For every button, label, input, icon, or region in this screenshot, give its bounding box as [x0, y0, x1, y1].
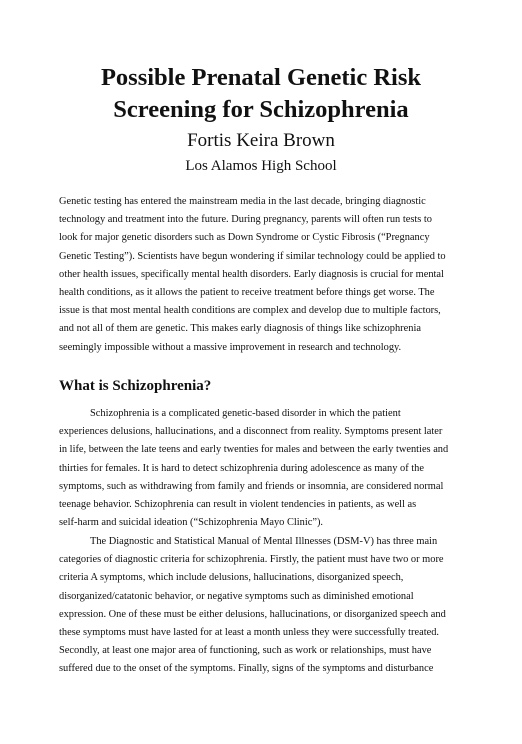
text-line: and not all of them are genetic. This makes early diagnosis of things like schizophrenia [59, 323, 421, 335]
text-line: expression. One of these must be either delusions, hallucinations, or disorganized speech and [59, 608, 446, 620]
document-title [0, 62, 522, 126]
text-line: criteria A symptoms, which include delusions, hallucinations, disorganized speech, [59, 572, 404, 584]
text-line: issue is that most mental health conditions are complex and develop due to multiple factors, [59, 305, 441, 317]
text-line: disorganized/catatonic behavior, or negative symptoms such as diminished emotional [59, 590, 414, 602]
text-line: in life, between the late teens and early twenties for males and between the early twenties and [59, 444, 449, 456]
author-school: Los Alamos High School [185, 158, 337, 174]
section-heading: What is Schizophrenia? [59, 378, 212, 394]
text-line: Genetic Testing”). Scientists have begun wondering if similar technology could be applied to [59, 250, 446, 262]
text-line: Genetic testing has entered the mainstream media in the last decade, bringing diagnostic [59, 196, 426, 207]
text-line: categories of diagnostic criteria for schizophrenia. Firstly, the patient must have two or more [59, 554, 444, 566]
text-line: self-harm and suicidal ideation (“Schizophrenia Mayo Clinic”). [59, 517, 324, 529]
text-line: symptoms, such as withdrawing from family and friends or insomnia, are considered normal [59, 480, 444, 492]
text-line: these symptoms must have lasted for at least a month unless they were successfully treated. [59, 626, 440, 638]
title-line: Screening for Schizophrenia [113, 96, 409, 123]
text-line: The Diagnostic and Statistical Manual of Mental Illnesses (DSM-V) has three main [90, 536, 438, 547]
text-line: Schizophrenia is a complicated genetic-based disorder in which the patient [90, 408, 401, 419]
intro-paragraph [59, 193, 465, 357]
body-paragraph-2 [59, 533, 465, 679]
text-line: suffered due to the onset of the symptoms. Finally, signs of the symptoms and disturbance [59, 663, 434, 675]
text-line: look for major genetic disorders such as Down Syndrome or Cystic Fibrosis (“Pregnancy [59, 232, 430, 244]
text-line: technology and treatment into the future. During pregnancy, parents will often run tests to [59, 214, 432, 226]
text-line: health conditions, as it allows the patient to receive treatment before things get worse. The [59, 286, 435, 298]
body-paragraph-1 [59, 405, 465, 532]
text-line: experiences delusions, hallucinations, and a disconnect from reality. Symptoms present later [59, 426, 443, 438]
text-line: thirties for females. It is hard to detect schizophrenia during adolescence as many of the [59, 462, 424, 474]
text-line: other health issues, specifically mental health disorders. Early diagnosis is crucial for mental [59, 268, 444, 280]
text-line: Secondly, at least one major area of functioning, such as work or relationships, must have [59, 645, 432, 657]
text-line: teenage behavior. Schizophrenia can result in violent tendencies in patients, as well as [59, 498, 417, 510]
text-line: seemingly impossible without a massive improvement in research and technology. [59, 341, 402, 353]
title-line: Possible Prenatal Genetic Risk [100, 64, 422, 91]
author-name: Fortis Keira Brown [187, 130, 335, 151]
